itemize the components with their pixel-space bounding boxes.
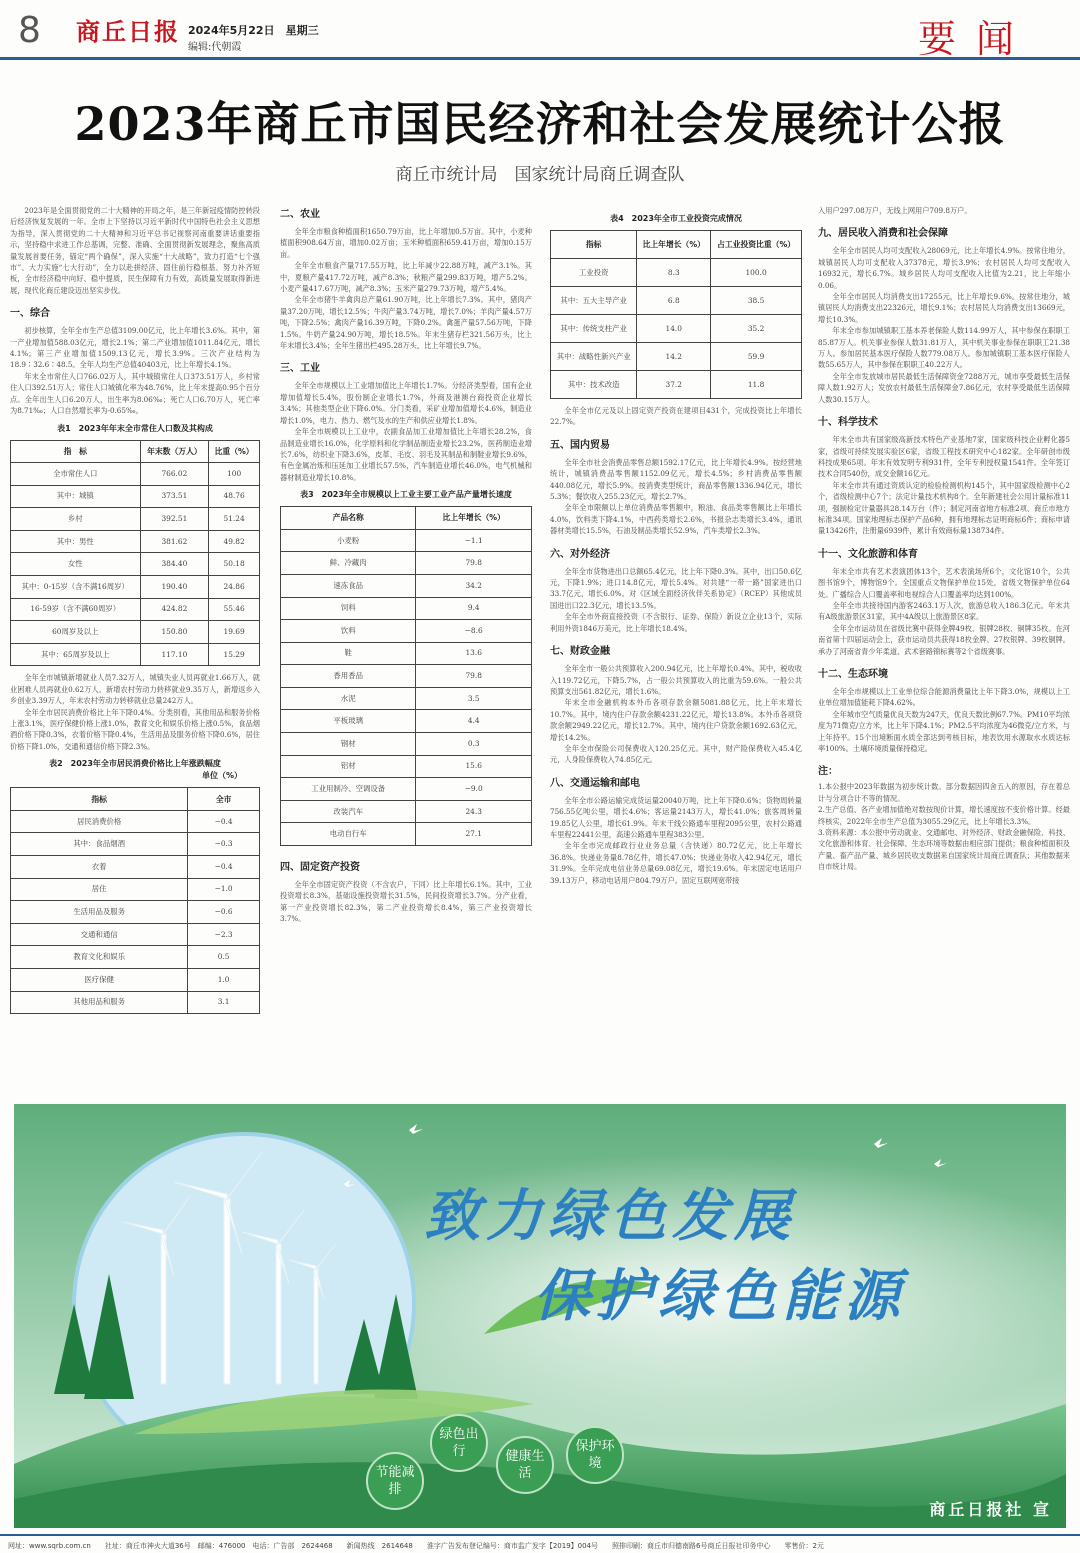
paragraph: 年末全市共有通过资质认定的检验检测机构145个，其中国家级检测中心2个，省级检测中心7个；法定计量技术机构8个。全年新建社会公用计量标准11项，强制检定计量器具28.14万台（件）；制定河南省地方标准2项、商丘市地方标准34项。国家地理标志保护产品6种，拥有地理标志证明商标6件；商标申请量13426件，注册量6939件，累计有效商标量138734件。	[818, 480, 1070, 536]
table-cell: 教育文化和娱乐	[11, 946, 188, 969]
table-cell: 改装汽车	[281, 800, 416, 823]
table-cell: 6.8	[637, 287, 711, 315]
page-footer: 网址：www.sqrb.com.cn 社址：商丘市神火大道36号 邮编：476000 电话：广告部 2624468 新闻热线 2614648 淮字广告发布登记编号：商市监广发字【2019】004号 照排印刷：商丘市归德南路6号商丘日报社印务中心 零售价：2元	[0, 1534, 1080, 1553]
table-cell: −2.3	[188, 923, 260, 946]
table-row	[11, 576, 260, 599]
paragraph: 全年全市居民人均消费支出17255元，比上年增长9.6%。按常住地分，城镇居民人均消费支出22326元，增长9.1%；农村居民人均消费支出13669元，增长10.3%。	[818, 292, 1070, 324]
table-cell: 小麦粉	[281, 529, 416, 552]
table-row	[551, 343, 802, 371]
table-cell: 15.29	[209, 643, 260, 666]
column-4	[818, 205, 1070, 1085]
table-cell: 其中：技术改造	[551, 371, 637, 399]
table-cell: 384.40	[140, 553, 209, 576]
table-cell: 37.2	[637, 371, 711, 399]
table-cell: 其中：65周岁及以上	[11, 643, 141, 666]
paragraph: 全年城市空气质量优良天数为247天，优良天数比例67.7%。PM10平均浓度为71微克/立方米，比上年下降4.1%；PM2.5平均浓度为46微克/立方米，与上年持平。15个出境断面水质全部达到考核目标，地表饮用水源取水水质达标率100%。土壤环境质量保持稳定。	[818, 709, 1070, 754]
table-cell: 48.76	[209, 485, 260, 508]
table-header-cell: 比上年增长（%）	[416, 507, 532, 530]
table-cell: −1.0	[188, 878, 260, 901]
table-row	[281, 597, 532, 620]
table-cell: 速冻食品	[281, 574, 416, 597]
column-2	[280, 205, 532, 1085]
bubble-label: 保护环境	[566, 1426, 624, 1484]
paragraph: 全年全市社会消费品零售总额1592.17亿元，比上年增长4.9%。按经营地统计，城镇消费品零售额1152.09亿元，增长4.5%；乡村消费品零售额440.08亿元，增长5.9%。按消费类型统计，商品零售额1336.94亿元，增长5.3%；餐饮收入255.23亿元，增长2.7%。	[550, 457, 802, 502]
table-header-cell: 比重（%）	[209, 440, 260, 463]
table-cell: 居住	[11, 878, 188, 901]
cpi-table	[10, 787, 260, 1014]
table-row	[11, 856, 260, 879]
table-cell: −9.0	[416, 778, 532, 801]
table-cell: 工业用制冷、空调设备	[281, 778, 416, 801]
industrial-products-table	[280, 506, 532, 846]
table-header-cell: 指 标	[11, 440, 141, 463]
table-unit: 单位（%）	[201, 771, 242, 781]
table-row	[11, 878, 260, 901]
table-cell: 424.82	[140, 598, 209, 621]
section-name: 要闻	[917, 17, 1034, 61]
table-header-cell: 占工业投资比重（%）	[711, 231, 802, 259]
table-cell: 其中：五大主导产业	[551, 287, 637, 315]
notes-block	[818, 762, 1070, 872]
table-header-cell: 指标	[11, 788, 188, 811]
table-row	[551, 371, 802, 399]
banner-slogan-2: 保护绿色能源	[534, 1264, 906, 1329]
paragraph: 初步核算，全年全市生产总值3109.00亿元，比上年增长3.6%。其中，第一产业增加值588.03亿元，增长2.1%；第二产业增加值1011.84亿元，增长4.1%；第三产业增加值1509.13亿元，增长3.9%。三次产业结构为18.9∶32.6∶48.5。全年人均生产总值40403元，比上年增长4.1%。	[10, 326, 260, 370]
table-row	[11, 810, 260, 833]
table-cell: 饮料	[281, 620, 416, 643]
table-cell: 其中：食品烟酒	[11, 833, 188, 856]
section-heading: 一、综合	[10, 308, 50, 320]
table-cell: 766.02	[140, 463, 209, 486]
paragraph: 全年全市外商直接投资（不含银行、证券、保险）新设立企业13个，实际利用外资1846万美元，比上年增长18.4%。	[550, 612, 802, 633]
table-cell: 15.6	[416, 755, 532, 778]
page-number: 8	[18, 10, 41, 51]
byline: 商丘市统计局 国家统计局商丘调查队	[395, 165, 685, 185]
table-row	[281, 529, 532, 552]
paragraph: 年末全市常住人口766.02万人，其中城镇常住人口373.51万人，乡村常住人口392.51万人；常住人口城镇化率为48.76%，比上年末提高0.95个百分点。全年出生人口6.20万人，出生率为8.06‰；死亡人口6.70万人，死亡率为8.71‰；人口自然增长率为-0.65‰。	[10, 371, 260, 416]
table-row	[551, 259, 802, 287]
table-cell: 女性	[11, 553, 141, 576]
table-row	[11, 530, 260, 553]
bubble-label: 健康生活	[496, 1436, 554, 1494]
paragraph: 全年全市限额以上单位消费品零售额中，粮油、食品类零售额比上年增长4.0%，饮料类下降4.1%，中西药类增长2.6%，书报杂志类增长3.4%，通讯器材类增长15.5%，石油及制品类增长52.9%，汽车类增长2.3%。	[550, 503, 802, 536]
table-cell: 生活用品及服务	[11, 901, 188, 924]
paragraph: 全年全市货物进出口总额65.4亿元，比上年下降0.3%。其中，出口50.6亿元，下降1.9%；进口14.8亿元，增长5.4%。对共建“一带一路”国家进出口33.7亿元，增长6.0%。对《区域全面经济伙伴关系协定》（RCEP）其他成员国进出口22.3亿元，增长13.5%。	[550, 566, 802, 610]
newspaper-masthead: 商丘日报	[76, 17, 180, 46]
table-cell: 79.8	[416, 552, 532, 575]
issue-date: 2024年5月22日 星期三	[188, 24, 319, 37]
paragraph: 全年全市保险公司保费收入120.25亿元。其中，财产险保费收入45.4亿元，人身险保费收入74.85亿元。	[550, 743, 802, 765]
table-row	[11, 643, 260, 666]
table-row	[11, 833, 260, 856]
paragraph: 全年全市一般公共预算收入200.94亿元，比上年增长0.4%。其中，税收收入119.72亿元，下降5.7%，占一般公共预算收入的比重为59.6%。一般公共预算支出561.82亿元，增长1.6%。	[550, 664, 802, 696]
page-header	[0, 0, 1080, 60]
paragraph: 全年全市固定资产投资（不含农户，下同）比上年增长6.1%。其中，工业投资增长8.3%，基础设施投资增长31.5%，民间投资增长3.7%。分产业看，第一产业投资增长82.3%，第二产业投资增长8.4%，第三产业投资增长3.7%。	[280, 880, 532, 924]
table-cell: 4.4	[416, 710, 532, 733]
table-cell: 24.86	[209, 576, 260, 599]
paragraph: 全年全市城镇新增就业人员7.32万人，城镇失业人员再就业1.66万人，就业困难人员再就业0.62万人。新增农村劳动力转移就业9.35万人，新增返乡入乡创业3.39万人，年末农村劳动力转移就业总量242万人。	[10, 673, 260, 706]
industrial-investment-table	[550, 230, 802, 399]
notes-heading: 注：	[818, 766, 838, 778]
paragraph: 全年全市居民人均可支配收入28069元，比上年增长4.9%。按常住地分，城镇居民人均可支配收入37378元，增长3.9%；农村居民人均可支配收入16932元，增长6.7%。城乡居民人均可支配收入比值为2.21，比上年缩小0.06。	[818, 246, 1070, 290]
table-cell: 19.69	[209, 621, 260, 644]
table-row	[11, 621, 260, 644]
table-cell: 51.24	[209, 508, 260, 531]
table-cell: 乡村	[11, 508, 141, 531]
table-row	[281, 778, 532, 801]
note-item: 1.本公报中2023年数据为初步统计数。部分数据因四舍五入的原因，存在着总计与分项合计不等的情况。	[818, 782, 1070, 803]
table-row	[11, 991, 260, 1014]
table-header-cell: 全市	[188, 788, 260, 811]
bubble-label: 绿色出行	[430, 1414, 488, 1472]
table-cell: 香用香品	[281, 665, 416, 688]
table-cell: 14.2	[637, 343, 711, 371]
table-row	[281, 552, 532, 575]
table-cell: 373.51	[140, 485, 209, 508]
table-cell: 24.3	[416, 800, 532, 823]
table-row	[281, 733, 532, 756]
table-row	[11, 598, 260, 621]
table-header-cell: 比上年增长（%）	[637, 231, 711, 259]
section-heading: 五、国内贸易	[550, 439, 610, 451]
table-row	[551, 287, 802, 315]
banner-slogan-1: 致力绿色发展	[424, 1184, 796, 1249]
table-row	[281, 574, 532, 597]
headline: 2023年商丘市国民经济和社会发展统计公报	[74, 97, 1006, 151]
table-cell: 0.5	[188, 946, 260, 969]
table-row	[281, 642, 532, 665]
note-item: 3.资料来源：本公报中劳动就业、交通邮电、对外经济、财政金融保险、科技、文化旅游和体育、社会保障、生态环境等数据由相应部门提供；粮食种植面积及产量、畜产品产量、城乡居民收支数据来自国家统计局商丘调查队；其他数据来自市统计局。	[818, 828, 1070, 872]
table-cell: −0.6	[188, 901, 260, 924]
table-cell: 27.1	[416, 823, 532, 846]
banner-credit: 商丘日报社 宣	[929, 1500, 1052, 1519]
table-row	[11, 508, 260, 531]
table-cell: 34.2	[416, 574, 532, 597]
table-cell: 全市常住人口	[11, 463, 141, 486]
table-cell: 钢材	[281, 733, 416, 756]
table-cell: 其中：0-15岁（含不满16周岁）	[11, 576, 141, 599]
table-cell: 交通和通信	[11, 923, 188, 946]
table-cell: 150.80	[140, 621, 209, 644]
paragraph: 全年全市居民消费价格比上年下降0.4%。分类别看，其他用品和服务价格上涨3.1%，医疗保健价格上涨1.0%，教育文化和娱乐价格上涨0.5%，食品烟酒价格下降0.3%，衣着价格下降0.4%，生活用品及服务价格下降0.6%，居住价格下降1.0%，交通和通信价格下降2.3%。	[10, 707, 260, 751]
table-cell: 16-59岁（含不满60周岁）	[11, 598, 141, 621]
column-1	[10, 205, 260, 1085]
table-cell: 铝材	[281, 755, 416, 778]
paragraph: 全年全市公路运输完成货运量20040万吨，比上年下降0.6%；货物周转量756.55亿吨公里，增长4.6%；客运量2143万人，增长41.0%；旅客周转量19.85亿人公里，增长61.9%。年末干线公路通车里程2095公里，农村公路通车里程22441公里，高速公路通车里程383公里。	[550, 795, 802, 839]
table-cell: 190.40	[140, 576, 209, 599]
table-cell: 水泥	[281, 687, 416, 710]
note-item: 2.生产总值、各产业增加值绝对数按现价计算，增长速度按不变价格计算。经最终核实，2022年全市生产总值为3055.29亿元，比上年增长3.3%。	[818, 805, 1070, 826]
table-cell: −0.3	[188, 833, 260, 856]
paragraph: 全年全市粮食产量717.55万吨，比上年减少22.88万吨，减产3.1%。其中，夏粮产量417.72万吨，减产8.3%；秋粮产量299.83万吨，增产5.2%。小麦产量417.67万吨，减产8.3%；玉米产量279.73万吨，增产5.4%。	[280, 261, 532, 294]
table-row	[11, 553, 260, 576]
section-heading: 七、财政金融	[550, 646, 610, 658]
table-row	[11, 946, 260, 969]
table-cell: 79.8	[416, 665, 532, 688]
table-cell: 8.3	[637, 259, 711, 287]
table-cell: −0.4	[188, 810, 260, 833]
table-row	[11, 485, 260, 508]
table-cell: −0.4	[188, 856, 260, 879]
column-3	[550, 205, 802, 1085]
section-heading: 二、农业	[280, 209, 320, 220]
bubble-label: 节能减排	[366, 1452, 424, 1510]
table-cell: 59.9	[711, 343, 802, 371]
paragraph: 全年全市运动员在省级比赛中获得金牌49枚、银牌28枚、铜牌35枚。在河南省第十四届运动会上，获市运动员共获得18枚金牌、27枚银牌、39枚铜牌。承办了河南省青少年柔道、武术套路锦标赛等2个省级赛事。	[818, 623, 1070, 656]
table-cell: 其他用品和服务	[11, 991, 188, 1014]
table-row	[551, 315, 802, 343]
table-cell: 0.3	[416, 733, 532, 756]
table-cell: 49.82	[209, 530, 260, 553]
paragraph: 年末全市金融机构本外币各项存款余额5081.88亿元，比上年末增长10.7%。其中，境内住户存款余额4231.22亿元，增长13.8%。本外币各项贷款余额2949.22亿元，增长12.7%。其中，境内住户贷款余额1692.63亿元，增长14.2%。	[550, 698, 802, 742]
table-cell: 117.10	[140, 643, 209, 666]
table-cell: 14.0	[637, 315, 711, 343]
table-cell: 鲜、冷藏肉	[281, 552, 416, 575]
section-heading: 四、固定资产投资	[280, 862, 360, 874]
table-cell: 其中：传统支柱产业	[551, 315, 637, 343]
table-cell: 100.0	[711, 259, 802, 287]
table-cell: 医疗保健	[11, 969, 188, 992]
table-cell: 工业投资	[551, 259, 637, 287]
table-cell: 饲料	[281, 597, 416, 620]
section-heading: 十二、生态环境	[818, 669, 888, 680]
table-header-cell: 产品名称	[281, 507, 416, 530]
paragraph: 全年全市亿元及以上固定资产投资在建项目431个，完成投资比上年增长22.7%。	[550, 406, 802, 427]
table-row	[281, 755, 532, 778]
table-header-cell: 指标	[551, 231, 637, 259]
table-row	[11, 901, 260, 924]
section-heading: 六、对外经济	[550, 548, 610, 560]
paragraph: 全年全市猪牛羊禽肉总产量61.90万吨，比上年增长7.3%。其中，猪肉产量37.20万吨，增长12.5%；牛肉产量3.74万吨，增长7.0%；羊肉产量4.57万吨，下降2.5%；禽肉产量16.39万吨，下降0.2%。禽蛋产量57.56万吨，下降1.5%。牛奶产量24.90万吨，增长18.5%。年末生猪存栏321.56万头，比上年末增长3.4%；全年生猪出栏495.28万头，比上年增长9.7%。	[280, 295, 532, 351]
paragraph: 全年全市发放城市居民最低生活保障资金7288万元，城市享受最低生活保障人数1.92万人；发放农村最低生活保障金7.86亿元，农村享受最低生活保障人数30.15万人。	[818, 371, 1070, 404]
table-row	[281, 710, 532, 733]
intro-paragraph: 2023年是全面贯彻党的二十大精神的开局之年，是三年新冠疫情防控转段后经济恢复发展的一年。全市上下坚持以习近平新时代中国特色社会主义思想为指导，深入贯彻党的二十大精神和习近平总书记视察河南重要讲话重要指示，坚持稳中求进工作总基调，完整、准确、全面贯彻新发展理念，聚焦高质量发展首要任务，锚定“两个确保”，深入实施“十大战略”，致力打造“七个强市”、大力实施“七大行动”，全力以赴拼经济、固住前行稳根基、努力补齐短板，全市经济稳中向好、稳中提质，民生保障有力有效，高质量发展取得新进展，现代化商丘建设迈出坚实步伐。	[10, 206, 260, 295]
paragraph: 全年全市规模以上工业单位综合能源消费量比上年下降3.0%，规模以上工业单位增加值能耗下降4.62%。	[818, 687, 1070, 708]
table-caption: 表4 2023年全市工业投资完成情况	[610, 214, 742, 223]
population-table	[10, 440, 260, 667]
table-cell: 3.5	[416, 687, 532, 710]
table-cell: 平板玻璃	[281, 710, 416, 733]
table-cell: 鞋	[281, 642, 416, 665]
table-cell: −1.1	[416, 529, 532, 552]
table-row	[281, 823, 532, 846]
table-caption: 表3 2023年全市规模以上工业主要工业产品产量增长速度	[300, 490, 512, 500]
table-cell: 11.8	[711, 371, 802, 399]
paragraph: 年末全市共有艺术表演团体13个，艺术表演场所6个，文化馆10个，公共图书馆9个，博物馆9个。全国重点文物保护单位15处，省级文物保护单位64处。广播综合人口覆盖率和电视综合人口覆盖率均达到100%。	[818, 566, 1070, 599]
section-heading: 九、居民收入消费和社会保障	[818, 228, 948, 240]
table-cell: 392.51	[140, 508, 209, 531]
table-cell: −8.6	[416, 620, 532, 643]
green-energy-ad-banner	[14, 1104, 1066, 1528]
paragraph: 全年全市共接待国内游客2463.1万人次，旅游总收入186.3亿元。年末共有A级旅游景区31家，其中4A级以上旅游景区8家。	[818, 600, 1070, 622]
table-cell: 38.5	[711, 287, 802, 315]
table-cell: 其中：男性	[11, 530, 141, 553]
table-cell: 55.46	[209, 598, 260, 621]
table-cell: 衣着	[11, 856, 188, 879]
table-caption: 表2 2023年全市居民消费价格比上年涨跌幅度	[49, 759, 221, 769]
table-cell: 13.6	[416, 642, 532, 665]
table-cell: 9.4	[416, 597, 532, 620]
table-row	[281, 665, 532, 688]
table-cell: 其中：城镇	[11, 485, 141, 508]
table-cell: 60周岁及以上	[11, 621, 141, 644]
editor-credit: 编辑:代朝霞	[188, 42, 242, 53]
table-cell: 其中：战略性新兴产业	[551, 343, 637, 371]
paragraph: 年末全市参加城镇职工基本养老保险人数114.99万人，其中参保在职职工85.87万人。机关事业参保人数31.81万人，其中机关事业参保在职职工21.38万人。参加居民基本医疗保险人数779.08万人。参加城镇职工基本医疗保险人数55.65万人，其中参保在职职工40.22万人。	[818, 326, 1070, 370]
table-row	[11, 923, 260, 946]
section-heading: 八、交通运输和邮电	[550, 777, 640, 789]
table-row	[281, 687, 532, 710]
paragraph: 全年全市规模以上工业中，农副食品加工业增加值比上年增长28.2%，食品制造业增长16.0%，化学原料和化学制品制造业增长23.2%，医药制造业增长7.6%，纺织业下降3.6%，皮革、毛皮、羽毛及其制品和制鞋业增长9.6%，有色金属冶炼和压延加工业增长57.5%，汽车制造业增长46.0%，电气机械和器材制造业增长10.8%。	[280, 427, 532, 482]
section-heading: 三、工业	[280, 363, 320, 375]
table-cell: 1.0	[188, 969, 260, 992]
table-row	[281, 800, 532, 823]
table-header-cell: 年末数（万人）	[140, 440, 209, 463]
table-caption: 表1 2023年年末全市常住人口数及其构成	[57, 423, 213, 433]
paragraph: 全年全市完成邮政行业业务总量（含快递）80.72亿元，比上年增长36.8%。快递业务量8.78亿件，增长47.0%；快递业务收入42.94亿元，增长31.9%。全年完成电信业务总量69.08亿元，增长19.6%。年末固定电话用户39.13万户，移动电话用户804.79万户。固定互联网宽带接	[550, 841, 802, 885]
table-cell: 100	[209, 463, 260, 486]
table-cell: 35.2	[711, 315, 802, 343]
paragraph: 入用户297.08万户，无线上网用户709.8万户。	[818, 206, 972, 215]
table-cell: 电动自行车	[281, 823, 416, 846]
table-cell: 3.1	[188, 991, 260, 1014]
paragraph: 全年全市规模以上工业增加值比上年增长1.7%。分经济类型看，国有企业增加值增长5.4%，股份制企业增长1.7%，外商及港澳台商投资企业增长3.4%；其他类型企业下降6.0%。分门类看，采矿业增加值增长4.6%，制造业增长1.0%，电力、热力、燃气及水的生产和供应业增长1.8%。	[280, 381, 532, 425]
paragraph: 全年全市粮食种植面积1650.79万亩，比上年增加0.5万亩。其中，小麦种植面积908.64万亩，增加0.02万亩；玉米种植面积659.41万亩，增加0.15万亩。	[280, 227, 532, 259]
table-row	[11, 463, 260, 486]
table-cell: 381.62	[140, 530, 209, 553]
paragraph: 年末全市共有国家级高新技术特色产业基地7家，国家级科技企业孵化器5家，省级可持续发展实验区6家，省级工程技术研究中心182家。全年研创市级科技成果65项。年末有效发明专利931件，全年专利授权量1541件。全年签订技术合同540份，成交金额16亿元。	[818, 435, 1070, 479]
table-row	[281, 620, 532, 643]
table-cell: 50.18	[209, 553, 260, 576]
table-row	[11, 969, 260, 992]
table-cell: 居民消费价格	[11, 810, 188, 833]
section-heading: 十、科学技术	[818, 417, 878, 429]
section-heading: 十一、文化旅游和体育	[818, 548, 918, 560]
